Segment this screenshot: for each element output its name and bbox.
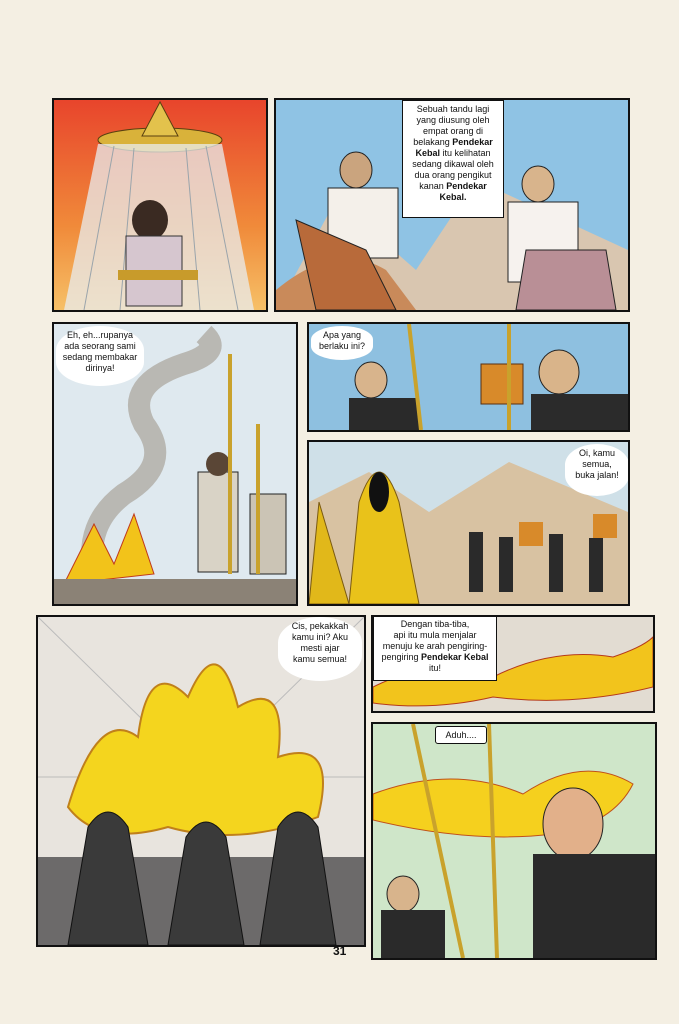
panel-hooded-monk [307, 440, 630, 606]
speech-bubble [311, 326, 373, 360]
bubble-line: semua, [582, 459, 612, 469]
bubble-line: sedang membakar [62, 352, 138, 362]
bubble-line: Apa yang [322, 330, 362, 340]
speech-bubble [565, 444, 629, 496]
panel-guard-burned [371, 722, 657, 960]
speech-bubble [56, 326, 144, 386]
bubble-line: kamu ini? Aku [291, 632, 349, 642]
bubble-line: dirinya! [85, 363, 115, 373]
caption-line: menuju ke arah pengiring- [382, 641, 488, 651]
bubble-line: buka jalan! [575, 470, 619, 480]
guard-burned-scene [373, 724, 655, 958]
caption-name: Pendekar [446, 181, 487, 191]
panel-riders [274, 98, 630, 312]
caption-line: pengiring [381, 652, 421, 662]
page-number: 31 [333, 944, 347, 958]
bubble-line: Oi, kamu [578, 448, 615, 458]
narration-caption [402, 100, 504, 218]
panel-canopy [52, 98, 268, 312]
caption-line: belakang [413, 137, 453, 147]
narration-caption [373, 615, 497, 681]
bubble-line: Eh, eh...rupanya [66, 330, 134, 340]
bubble-line: ada seorang sami [64, 341, 136, 351]
caption-line: kanan [419, 181, 447, 191]
caption-line: itu kelihatan [439, 148, 491, 158]
bubble-line: berlaku ini? [318, 341, 366, 351]
caption-line: dua orang pengikut [414, 170, 492, 180]
caption-line: Dengan tiba-tiba, [400, 619, 470, 629]
caption-name: Kebal [415, 148, 440, 158]
panel-big-fire [36, 615, 366, 947]
speech-caption [435, 726, 487, 744]
bubble-line: Cis, pekakkah [291, 621, 349, 631]
caption-line: api itu mula menjalar [393, 630, 477, 640]
bubble-line: kamu semua! [292, 654, 348, 664]
caption-line: sedang dikawal oleh [412, 159, 494, 169]
panel-fire-spread [371, 615, 655, 713]
caption-line: itu! [428, 663, 441, 673]
bubble-line: mesti ajar [300, 643, 340, 653]
panel-smoke [52, 322, 298, 606]
caption-name: Pendekar [452, 137, 493, 147]
caption-name: Pendekar Kebal [421, 652, 489, 662]
caption-line: Sebuah tandu lagi [416, 104, 490, 114]
caption-name: Kebal. [439, 192, 467, 202]
panel-guards [307, 322, 630, 432]
canopy-scene [54, 100, 266, 310]
caption-line: empat orang di [422, 126, 484, 136]
speech-bubble [278, 617, 362, 681]
caption-line: yang diusung oleh [416, 115, 490, 125]
bubble-line: Aduh.... [445, 730, 477, 740]
